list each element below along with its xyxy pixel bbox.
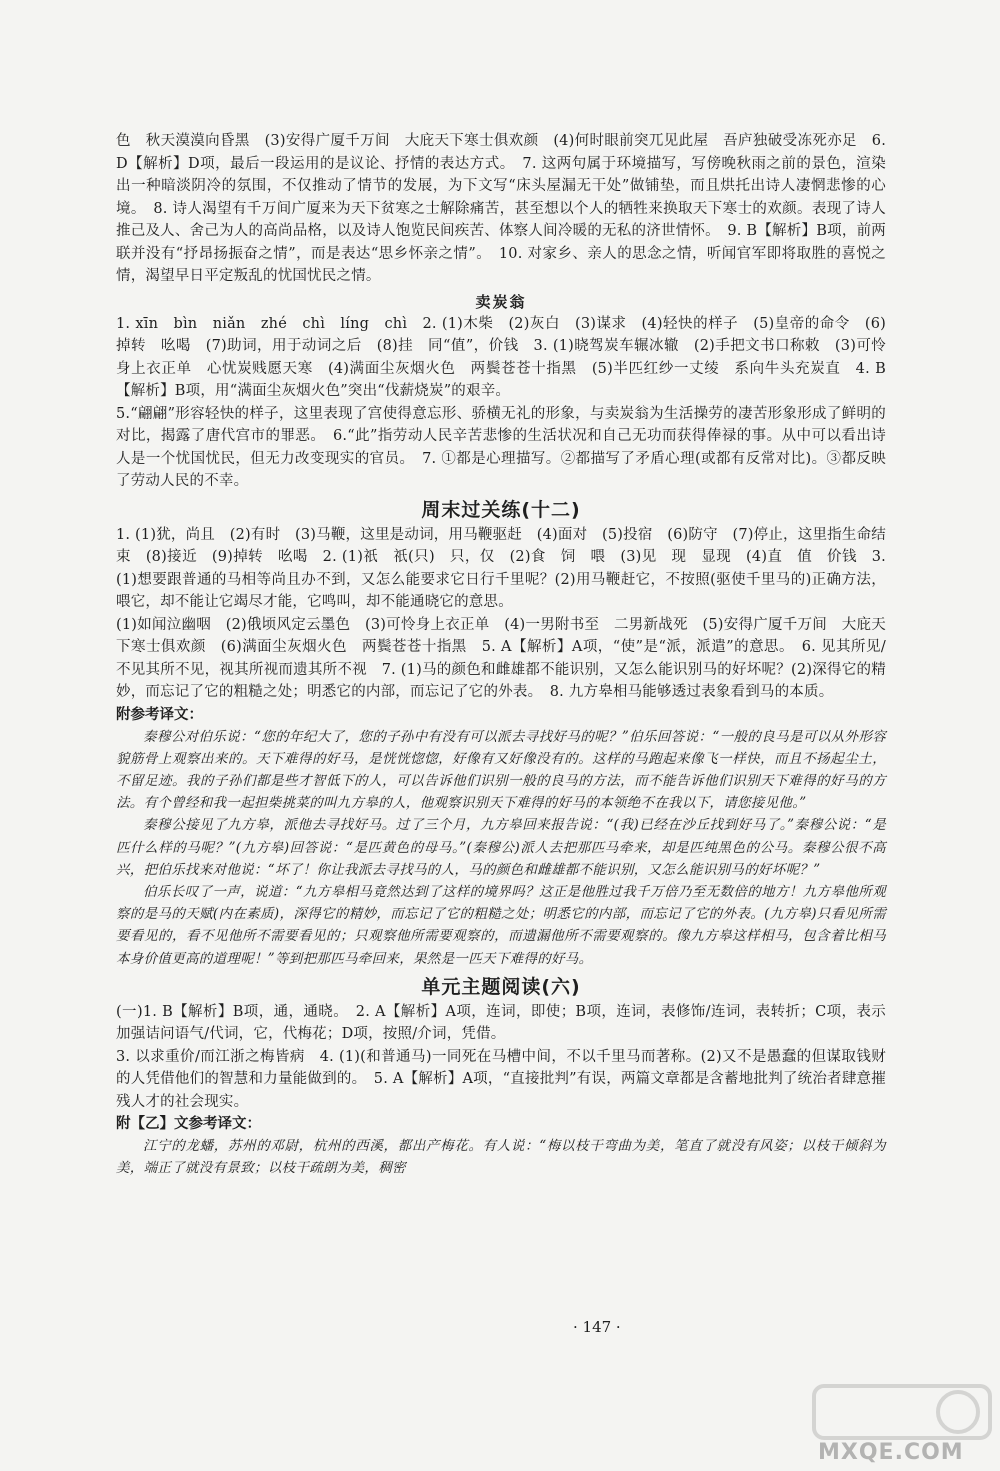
translation-paragraph: 江宁的龙蟠，苏州的邓尉，杭州的西溪，都出产梅花。有人说：“梅以枝干弯曲为美，笔直了就没有风姿；以枝干倾斜为美，端正了就没有景致；以枝干疏朗为美，稠密 [116, 1138, 886, 1177]
page-content [116, 130, 886, 1180]
watermark-text: MXQE.COM [818, 1440, 964, 1465]
translation-heading: 附【乙】文参考译文： [116, 1115, 261, 1133]
answer-paragraph: 色 秋天漠漠向昏黑 (3)安得广厦千万间 大庇天下寒士俱欢颜 (4)何时眼前突兀见此屋 吾庐独破受冻死亦足 6. D【解析】D项，最后一段运用的是议论、抒情的表达方式。 7. 这两句属于环境描写，写傍晚秋雨之前的景色，渲染出一种暗淡阴冷的氛围，不仅推动了情节的发展，为下文写“床头屋漏无干处”做铺垫，而且烘托出诗人凄惘悲惨的心境。 8. 诗人渴望有千万间广厦来为天下贫寒之士解除痛苦，甚至想以个人的牺牲来换取天下寒士的欢颜。表现了诗人推己及人、舍己为人的高尚品格，以及诗人饱览民间疾苦、体察人间冷暖的无私的济世情怀。 9. B【解析】B项，前两联并没有“抒昂扬振奋之情”，而是表达“思乡怀亲之情”。 10. 对家乡、亲人的思念之情，听闻官军即将取胜的喜悦之情，渴望早日平定叛乱的忧国忧民之情。 [116, 133, 886, 284]
section-heading: 卖炭翁 [475, 292, 527, 311]
section-title: 周末过关练(十二) [421, 498, 581, 521]
answer-paragraph: 1. xīn bìn niǎn zhé chì líng chì 2. (1)木柴 (2)灰白 (3)谋求 (4)轻快的样子 (5)皇帝的命令 (6)掉转 吆喝 (7)助词，用于动词之后 (8)挂 同“值”，价钱 3. (1)晓驾炭车辗冰辙 (2)手把文书口称敕 (3)可怜身上衣正单 心忧炭贱愿天寒 (4)满面尘灰烟火色 两鬓苍苍十指黑 (5)半匹红纱一丈绫 系向牛头充炭直 4. B【解析】B项，用“满面尘灰烟火色”突出“伐薪烧炭”的艰辛。 [116, 315, 886, 399]
answer-paragraph: (1)如闻泣幽咽 (2)俄顷风定云墨色 (3)可怜身上衣正单 (4)一男附书至 二男新战死 (5)安得广厦千万间 大庇天下寒士俱欢颜 (6)满面尘灰烟火色 两鬓苍苍十指黑 5. A【解析】A项，“使”是“派，派遣”的意思。 6. 见其所见/不见其所不见，视其所视而遗其所不视 7. (1)马的颜色和雌雄都不能识别，又怎么能识别马的好坏呢？(2)深得它的精妙，而忘记了它的粗糙之处；明悉它的内部，而忘记了它的外表。 8. 九方皋相马能够透过表象看到马的本质。 [116, 616, 886, 700]
answer-paragraph: (一)1. B【解析】B项，通，通晓。 2. A【解析】A项，连词，即使；B项，连词，表修饰/连词，表转折；C项，表示加强诘问语气/代词，它，代梅花；D项，按照/介词，凭借。 [116, 1003, 886, 1043]
page-number: · 147 · [573, 1318, 621, 1336]
translation-heading: 附参考译文： [116, 705, 203, 723]
translation-paragraph: 伯乐长叹了一声，说道：“九方皋相马竟然达到了这样的境界吗？这正是他胜过我千万倍乃至无数倍的地方！九方皋他所观察的是马的天赋(内在素质)，深得它的精妙，而忘记了它的粗糙之处；明悉它的内部，而忘记了它的外表。(九方皋)只看见所需要看见的，看不见他所不需要看见的；只观察他所需要观察的，而遗漏他所不需要观察的。像九方皋这样相马，包含着比相马本身价值更高的道理呢！”等到把那匹马牵回来，果然是一匹天下难得的好马。 [116, 883, 886, 967]
translation-paragraph: 秦穆公接见了九方皋，派他去寻找好马。过了三个月，九方皋回来报告说：“(我)已经在沙丘找到好马了。”秦穆公说：“是匹什么样的马呢？”(九方皋)回答说：“是匹黄色的母马。”(秦穆公)派人去把那匹马牵来，却是匹纯黑色的公马。秦穆公很不高兴，把伯乐找来对他说：“坏了！你让我派去寻找马的人，马的颜色和雌雄都不能识别，又怎么能识别马的好坏呢？” [116, 817, 886, 878]
answer-paragraph: 1. (1)犹，尚且 (2)有时 (3)马鞭，这里是动词，用马鞭驱赶 (4)面对 (5)投宿 (6)防守 (7)停止，这里指生命结束 (8)接近 (9)掉转 吆喝 2. (1)祇 祇(只) 只，仅 (2)食 饲 喂 (3)见 现 显现 (4)直 值 价钱 3. (1)想要跟普通的马相等尚且办不到，又怎么能要求它日行千里呢？(2)用马鞭赶它，不按照(驱使千里马的)正确方法，喂它，却不能让它竭尽才能，它鸣叫，却不能通晓它的意思。 [116, 526, 886, 610]
section-title: 单元主题阅读(六) [421, 975, 581, 998]
answer-paragraph: 3. 以求重价/而江浙之梅皆病 4. (1)(和普通马)一同死在马槽中间，不以千里马而著称。(2)又不是愚蠢的但谋取钱财的人凭借他们的智慧和力量能做到的。 5. A【解析】A项，“直接批判”有误，两篇文章都是含蓄地批判了统治者肆意摧残人才的社会现实。 [116, 1048, 886, 1110]
answer-paragraph: 5.“翩翩”形容轻快的样子，这里表现了宫使得意忘形、骄横无礼的形象，与卖炭翁为生活操劳的凄苦形象形成了鲜明的对比，揭露了唐代宫市的罪恶。 6.“此”指劳动人民辛苦悲惨的生活状况和自己无功而获得俸禄的事。从中可以看出诗人是一个忧国忧民，但无力改变现实的官员。 7. ①都是心理描写。②都描写了矛盾心理(或都有反常对比)。③都反映了劳动人民的不幸。 [116, 405, 886, 489]
translation-paragraph: 秦穆公对伯乐说：“您的年纪大了，您的子孙中有没有可以派去寻找好马的呢？”伯乐回答说：“一般的良马是可以从外形容貌筋骨上观察出来的。天下难得的好马，是恍恍惚惚，好像有又好像没有的。这样的马跑起来像飞一样快，而且不扬起尘土，不留足迹。我的子孙们都是些才智低下的人，可以告诉他们识别一般的良马的方法，而不能告诉他们识别天下难得的好马的方法。有个曾经和我一起担柴挑菜的叫九方皋的人，他观察识别天下难得的好马的本领绝不在我以下，请您接见他。” [116, 728, 886, 812]
